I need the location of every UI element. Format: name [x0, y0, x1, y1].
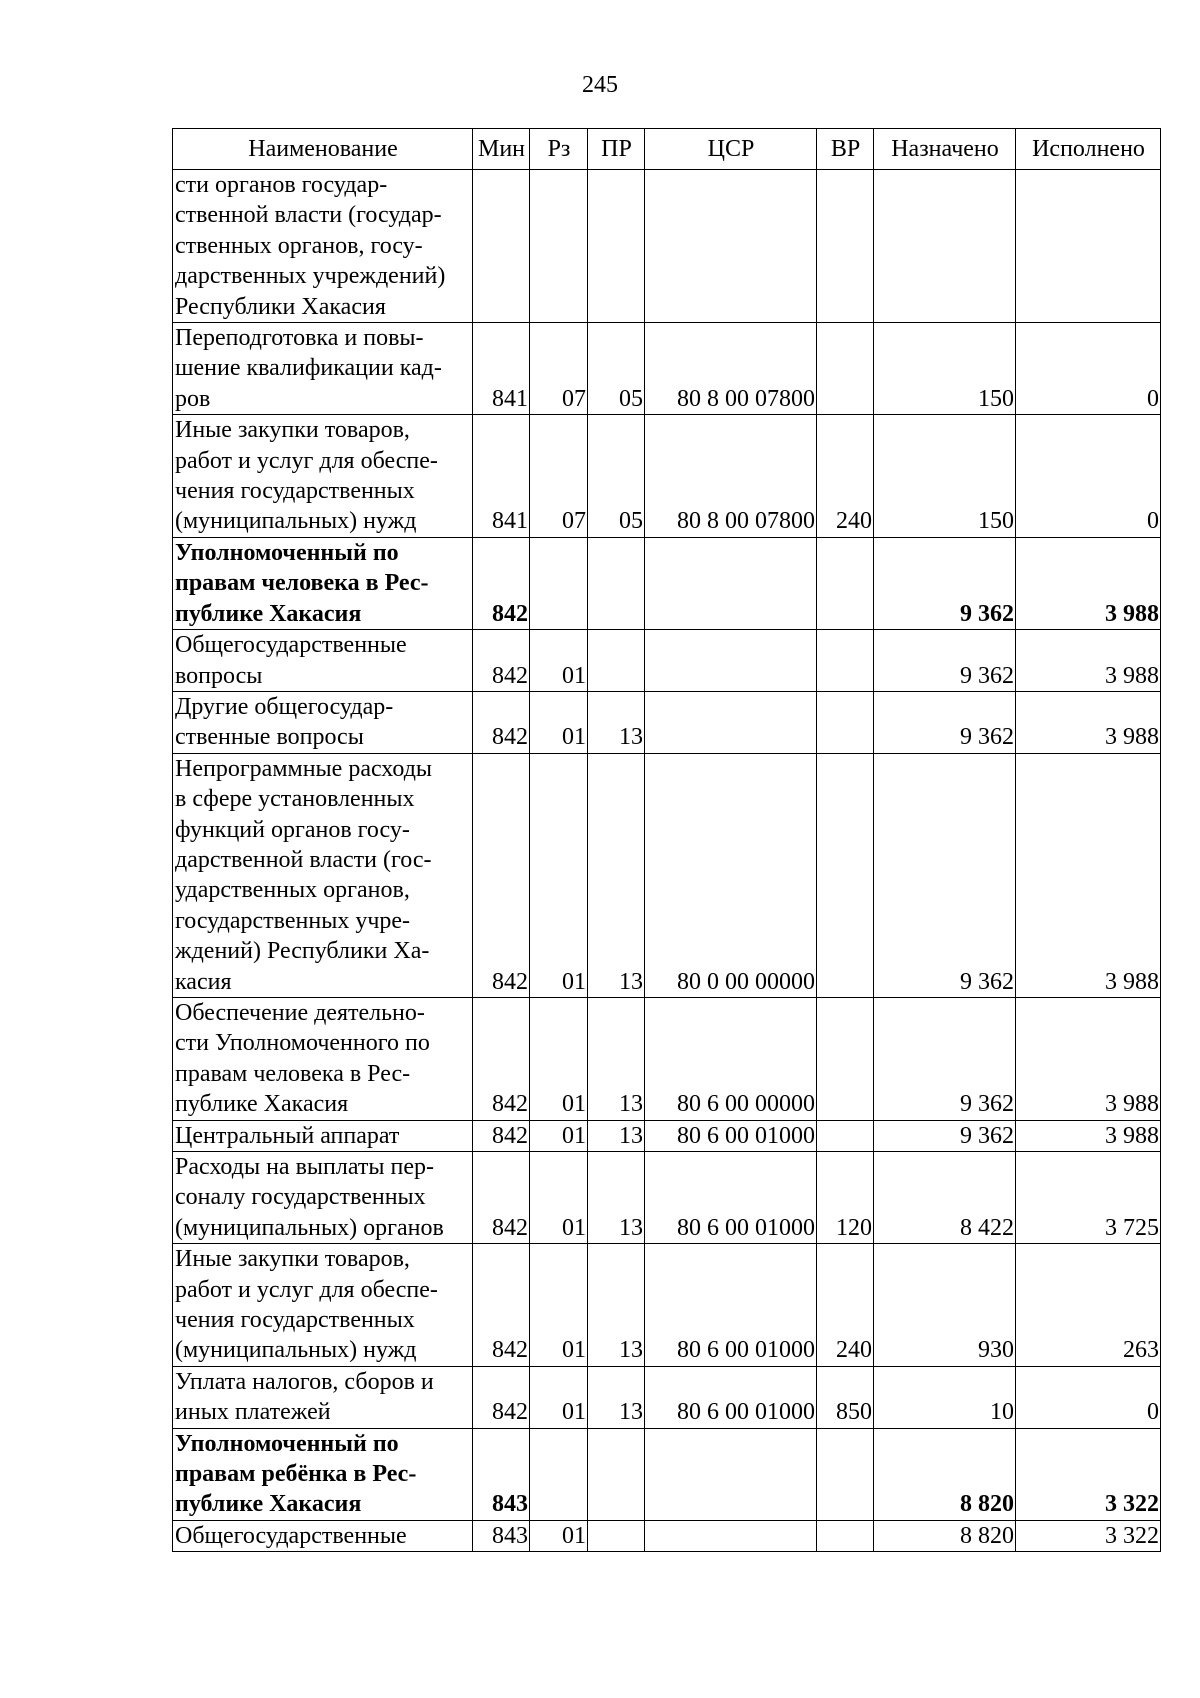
table-row	[173, 323, 1161, 415]
cell-csr: 80 8 00 07800	[645, 323, 817, 415]
cell-pr: 13	[588, 1244, 645, 1367]
cell-vr	[817, 170, 874, 323]
cell-name: Общегосударственные	[173, 1520, 473, 1551]
cell-min: 842	[473, 753, 530, 997]
table-row	[173, 170, 1161, 323]
cell-csr: 80 6 00 01000	[645, 1244, 817, 1367]
cell-csr	[645, 1428, 817, 1520]
cell-min: 841	[473, 323, 530, 415]
cell-rz: 07	[530, 415, 588, 538]
cell-vr	[817, 1120, 874, 1151]
cell-vr	[817, 1428, 874, 1520]
cell-name: Другие общегосудар- ственные вопросы	[173, 691, 473, 753]
header-csr: ЦСР	[645, 129, 817, 170]
cell-pr: 13	[588, 1152, 645, 1244]
cell-rz: 01	[530, 691, 588, 753]
cell-name: Обеспечение деятельно- сти Уполномоченного по правам человека в Рес- публике Хакасия	[173, 997, 473, 1120]
cell-executed: 3 988	[1016, 537, 1161, 629]
cell-pr: 05	[588, 323, 645, 415]
cell-rz: 07	[530, 323, 588, 415]
header-name: Наименование	[173, 129, 473, 170]
cell-name: Расходы на выплаты пер- соналу государственных (муниципальных) органов	[173, 1152, 473, 1244]
header-min: Мин	[473, 129, 530, 170]
cell-executed: 3 988	[1016, 997, 1161, 1120]
cell-assigned	[874, 170, 1016, 323]
cell-name: Уплата налогов, сборов и иных платежей	[173, 1366, 473, 1428]
header-rz: Рз	[530, 129, 588, 170]
cell-min: 842	[473, 691, 530, 753]
cell-executed	[1016, 170, 1161, 323]
cell-executed: 0	[1016, 1366, 1161, 1428]
cell-min: 842	[473, 997, 530, 1120]
cell-csr: 80 6 00 01000	[645, 1152, 817, 1244]
cell-pr: 13	[588, 1366, 645, 1428]
cell-vr	[817, 997, 874, 1120]
cell-executed: 3 322	[1016, 1428, 1161, 1520]
table-row	[173, 1520, 1161, 1551]
cell-name: Центральный аппарат	[173, 1120, 473, 1151]
cell-rz: 01	[530, 630, 588, 692]
cell-rz: 01	[530, 1120, 588, 1151]
cell-name: Иные закупки товаров, работ и услуг для обеспе- чения государственных (муниципальных) нужд	[173, 1244, 473, 1367]
cell-csr	[645, 630, 817, 692]
cell-assigned: 8 820	[874, 1428, 1016, 1520]
cell-vr	[817, 630, 874, 692]
cell-pr: 13	[588, 691, 645, 753]
cell-rz	[530, 537, 588, 629]
cell-executed: 3 988	[1016, 753, 1161, 997]
table-row	[173, 997, 1161, 1120]
cell-vr	[817, 691, 874, 753]
cell-vr: 850	[817, 1366, 874, 1428]
cell-assigned: 9 362	[874, 1120, 1016, 1151]
cell-name: Общегосударственные вопросы	[173, 630, 473, 692]
budget-table	[172, 128, 1161, 1552]
cell-vr	[817, 537, 874, 629]
cell-pr	[588, 170, 645, 323]
header-executed: Исполнено	[1016, 129, 1161, 170]
cell-csr: 80 6 00 01000	[645, 1120, 817, 1151]
cell-assigned: 930	[874, 1244, 1016, 1367]
table-body	[173, 170, 1161, 1552]
cell-min: 842	[473, 1366, 530, 1428]
page-number: 245	[582, 72, 618, 98]
cell-rz: 01	[530, 1366, 588, 1428]
cell-executed: 263	[1016, 1244, 1161, 1367]
cell-pr: 13	[588, 1120, 645, 1151]
cell-pr	[588, 1428, 645, 1520]
cell-csr: 80 8 00 07800	[645, 415, 817, 538]
cell-min: 842	[473, 1120, 530, 1151]
cell-name: сти органов государ- ственной власти (государ- ственных органов, госу- дарственных учреждений) Республики Хакасия	[173, 170, 473, 323]
cell-assigned: 150	[874, 323, 1016, 415]
table-row	[173, 1120, 1161, 1151]
cell-vr	[817, 753, 874, 997]
cell-csr: 80 6 00 01000	[645, 1366, 817, 1428]
cell-min: 842	[473, 1152, 530, 1244]
cell-vr: 120	[817, 1152, 874, 1244]
cell-assigned: 9 362	[874, 691, 1016, 753]
cell-csr	[645, 691, 817, 753]
cell-assigned: 9 362	[874, 753, 1016, 997]
cell-min: 843	[473, 1520, 530, 1551]
cell-rz: 01	[530, 997, 588, 1120]
cell-assigned: 10	[874, 1366, 1016, 1428]
cell-rz: 01	[530, 1152, 588, 1244]
cell-name: Иные закупки товаров, работ и услуг для обеспе- чения государственных (муниципальных) нужд	[173, 415, 473, 538]
cell-pr	[588, 537, 645, 629]
cell-rz	[530, 1428, 588, 1520]
cell-assigned: 9 362	[874, 630, 1016, 692]
cell-min: 842	[473, 630, 530, 692]
cell-csr	[645, 537, 817, 629]
cell-assigned: 9 362	[874, 997, 1016, 1120]
table-row	[173, 630, 1161, 692]
cell-min	[473, 170, 530, 323]
table-row	[173, 1152, 1161, 1244]
table-row	[173, 537, 1161, 629]
cell-assigned: 9 362	[874, 537, 1016, 629]
cell-pr	[588, 630, 645, 692]
table-row	[173, 1366, 1161, 1428]
cell-pr	[588, 1520, 645, 1551]
cell-assigned: 8 422	[874, 1152, 1016, 1244]
cell-executed: 3 988	[1016, 691, 1161, 753]
cell-min: 843	[473, 1428, 530, 1520]
cell-min: 842	[473, 537, 530, 629]
cell-pr: 13	[588, 997, 645, 1120]
cell-assigned: 8 820	[874, 1520, 1016, 1551]
cell-min: 842	[473, 1244, 530, 1367]
header-vr: ВР	[817, 129, 874, 170]
table-row	[173, 753, 1161, 997]
cell-name: Уполномоченный по правам ребёнка в Рес- публике Хакасия	[173, 1428, 473, 1520]
cell-executed: 3 988	[1016, 630, 1161, 692]
cell-vr: 240	[817, 1244, 874, 1367]
cell-name: Переподготовка и повы- шение квалификации кад- ров	[173, 323, 473, 415]
cell-assigned: 150	[874, 415, 1016, 538]
cell-csr	[645, 170, 817, 323]
cell-rz: 01	[530, 1244, 588, 1367]
cell-name: Непрограммные расходы в сфере установленных функций органов госу- дарственной власти (гос- ударственных органов, государственных учре- ждений) Республики Ха- касия	[173, 753, 473, 997]
header-assigned: Назначено	[874, 129, 1016, 170]
cell-name: Уполномоченный по правам человека в Рес- публике Хакасия	[173, 537, 473, 629]
cell-executed: 3 725	[1016, 1152, 1161, 1244]
cell-csr: 80 6 00 00000	[645, 997, 817, 1120]
cell-vr	[817, 323, 874, 415]
cell-vr	[817, 1520, 874, 1551]
table-row	[173, 691, 1161, 753]
cell-executed: 0	[1016, 323, 1161, 415]
cell-pr: 13	[588, 753, 645, 997]
cell-rz: 01	[530, 753, 588, 997]
cell-rz: 01	[530, 1520, 588, 1551]
cell-csr: 80 0 00 00000	[645, 753, 817, 997]
cell-csr	[645, 1520, 817, 1551]
cell-executed: 0	[1016, 415, 1161, 538]
cell-vr: 240	[817, 415, 874, 538]
table-row	[173, 1244, 1161, 1367]
cell-executed: 3 988	[1016, 1120, 1161, 1151]
table-row	[173, 415, 1161, 538]
cell-rz	[530, 170, 588, 323]
cell-executed: 3 322	[1016, 1520, 1161, 1551]
table-header-row	[173, 129, 1161, 170]
header-pr: ПР	[588, 129, 645, 170]
cell-pr: 05	[588, 415, 645, 538]
table-row	[173, 1428, 1161, 1520]
cell-min: 841	[473, 415, 530, 538]
